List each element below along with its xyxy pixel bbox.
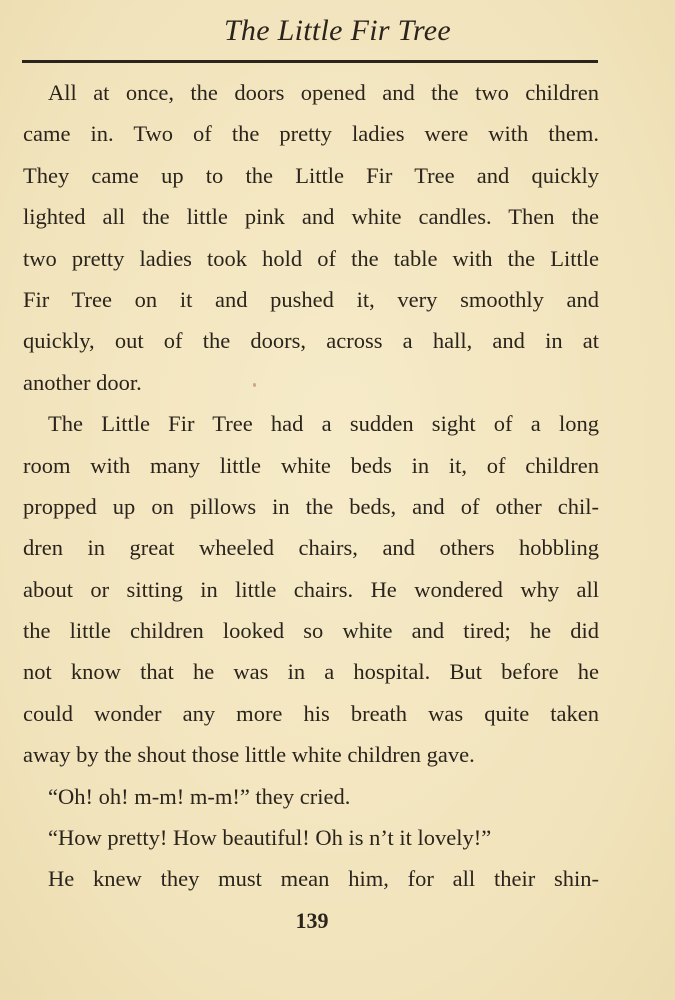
text-line: away by the shout those little white children gave. — [23, 742, 475, 768]
header-rule — [22, 60, 598, 63]
text-line: two pretty ladies took hold of the table with the Little — [23, 245, 599, 271]
paper-speck — [253, 383, 256, 387]
running-head-title: The Little Fir Tree — [223, 14, 452, 47]
text-line: came in. Two of the pretty ladies were with them. — [23, 121, 599, 147]
text-line: dren in great wheeled chairs, and others hobbling — [23, 535, 599, 561]
text-line: not know that he was in a hospital. But before he — [23, 659, 599, 685]
text-line: another door. — [23, 369, 142, 395]
text-line: could wonder any more his breath was quite taken — [23, 700, 599, 726]
text-line: They came up to the Little Fir Tree and quickly — [23, 162, 599, 188]
text-line: He knew they must mean him, for all their shin- — [48, 866, 599, 892]
text-line: about or sitting in little chairs. He wondered why all — [23, 576, 599, 602]
page-number: 139 — [295, 908, 329, 933]
text-line: quickly, out of the doors, across a hall, and in at — [23, 328, 599, 354]
text-line: room with many little white beds in it, of children — [23, 452, 599, 478]
text-line: All at once, the doors opened and the two children — [48, 80, 599, 105]
text-line: The Little Fir Tree had a sudden sight of a long — [48, 411, 599, 437]
text-line: “How pretty! How beautiful! Oh is n’t it lovely!” — [48, 825, 492, 851]
text-line: the little children looked so white and tired; he did — [23, 618, 599, 644]
text-line: lighted all the little pink and white candles. Then the — [23, 204, 599, 230]
body-text — [23, 72, 599, 900]
text-line: Fir Tree on it and pushed it, very smoothly and — [23, 286, 599, 312]
text-line: propped up on pillows in the beds, and of other chil- — [23, 493, 599, 519]
text-line: “Oh! oh! m-m! m-m!” they cried. — [48, 783, 351, 809]
